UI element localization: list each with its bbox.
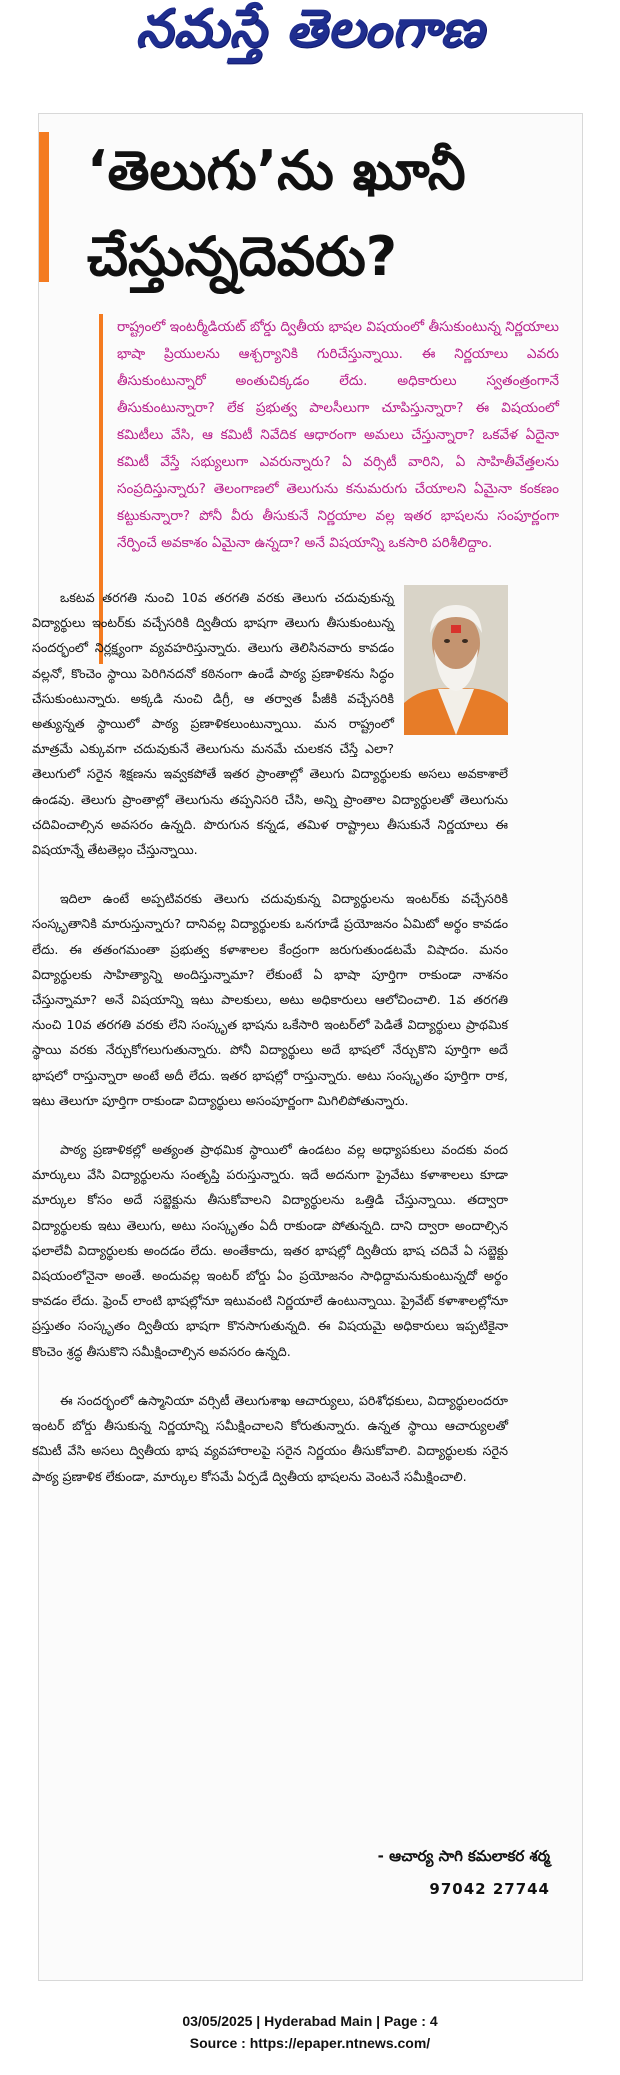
newspaper-logo: నమస్తే తెలంగాణ	[135, 0, 485, 59]
body-paragraph: ఇదిలా ఉంటే అప్పటివరకు తెలుగు చదువుకున్న విద్యార్థులను ఇంటర్‌కు వచ్చేసరికి సంస్కృతానికి మారుస్తున్నారు? దానివల్ల విద్యార్థులకు ఒనగూడే ప్రయోజనం ఏమిటో అర్థం కావడం లేదు. ఈ తతంగమంతా ప్రభుత్వ కళాశాలల కేంద్రంగా జరుగుతుండటమే విషాదం. మనం విద్యార్థులకు సాహిత్యాన్ని అందిస్తున్నామా? లేకుంటే ఏ భాషా పూర్తిగా రాకుండా నాశనం చేస్తున్నామా? అనే విషయాన్ని ఇటు పాలకులు, అటు అధికారులు ఆలోచించాలి. 1వ తరగతి నుంచి 10వ తరగతి వరకు లేని సంస్కృత భాషను ఒకేసారి ఇంటర్‌లో పెడితే విద్యార్థులు ప్రాథమిక స్థాయి వరకు నేర్చుకోగలుగుతున్నారు. పోనీ విద్యార్థులు అదే భాషలో నేర్చుకొని పూర్తిగా అదే భాషలో రాస్తున్నారా అంటే అదీ లేదు. ఇతర భాషల్లో రాస్తున్నారు. అటు సంస్కృతం పూర్తిగా రాక, ఇటు తెలుగూ పూర్తిగా రాకుండా విద్యార్థులు అసంపూర్ణంగా మిగిలిపోతున్నారు.	[32, 891, 508, 1108]
page-footer	[0, 2010, 620, 2054]
article-headline	[87, 128, 577, 300]
author-photo	[404, 585, 508, 735]
headline-line-1: ‘తెలుగు’ను ఖూనీ	[87, 139, 466, 202]
author-portrait-icon	[404, 585, 508, 735]
body-paragraph: ఈ సందర్భంలో ఉస్మానియా వర్సిటీ తెలుగుశాఖ ఆచార్యులు, పరిశోధకులు, విద్యార్థులందరూ ఇంటర్ బోర్డు తీసుకున్న నిర్ణయాన్ని సమీక్షించాలని కోరుతున్నారు. ఉన్నత స్థాయి ఆచార్యులతో కమిటీ వేసి అసలు ద్వితీయ భాష వ్యవహారాలపై సరైన నిర్ణయం తీసుకోవాలి. విద్యార్థులకు సరైన పాఠ్య ప్రణాళిక లేకుండా, మార్కుల కోసమే ఏర్పడే ద్వితీయ భాషలను వెంటనే సమీక్షించాలి.	[32, 1392, 508, 1484]
headline-line-2: చేస్తున్నదెవరు?	[87, 225, 398, 288]
headline-accent-bar	[39, 132, 49, 282]
author-phone: 97042 27744	[429, 1880, 550, 1898]
article-body	[32, 585, 508, 1513]
source-link[interactable]: Source : https://epaper.ntnews.com/	[189, 2035, 431, 2051]
body-paragraph: పాఠ్య ప్రణాళికల్లో అత్యంత ప్రాథమిక స్థాయిలో ఉండటం వల్ల అధ్యాపకులు వందకు వంద మార్కులు వేసి విద్యార్థులను సంతృప్తి పరుస్తున్నారు. ఇదే అదనుగా ప్రైవేటు కళాశాలలు కూడా మార్కుల కోసం అదే సబ్జెక్టును తీసుకోవాలని విద్యార్థులను ఒత్తిడి చేస్తున్నాయి. తద్వారా విద్యార్థులకు ఇటు తెలుగు, అటు సంస్కృతం ఏదీ రాకుండా పోతున్నది. దాని ద్వారా అందాల్సిన ఫలాలేవీ విద్యార్థులకు అందడం లేదు. అంతేకాదు, ఇతర భాషల్లో ద్వితీయ భాష చదివే ఏ సబ్జెక్టు విషయంలోనైనా అంతే. అందువల్ల ఇంటర్ బోర్డు ఏం ప్రయోజనం సాధిద్దామనుకుంటున్నదో అర్థం కావడం లేదు. ఫ్రెంచ్ లాంటి భాషల్లోనూ ఇటువంటి నిర్ణయాలే ఉంటున్నాయి. ప్రైవేట్ కళాశాలల్లోనూ ప్రస్తుతం సంస్కృతం ద్వితీయ భాషగా కొనసాగుతున్నది. ఈ విషయమై అధికారులు ఇప్పటికైనా కొంచెం శ్రద్ధ తీసుకొని సమీక్షించాల్సిన అవసరం ఉన్నది.	[32, 1142, 508, 1359]
author-name: - ఆచార్య సాగి కమలాకర శర్మ	[377, 1847, 550, 1865]
article-intro: రాష్ట్రంలో ఇంటర్మీడియట్ బోర్డు ద్వితీయ భాషల విషయంలో తీసుకుంటున్న నిర్ణయాలు భాషా ప్రియులను ఆశ్చర్యానికి గురిచేస్తున్నాయి. ఈ నిర్ణయాలు ఎవరు తీసుకుంటున్నారో అంతుచిక్కడం లేదు. అధికారులు స్వతంత్రంగానే తీసుకుంటున్నారా? లేక ప్రభుత్వ పాలసీలుగా చూపిస్తున్నారా? ఈ విషయంలో కమిటీలు వేసి, ఆ కమిటీ నివేదిక ఆధారంగా అమలు చేస్తున్నారా? ఒకవేళ ఏదైనా కమిటీ వేస్తే సభ్యులుగా ఎవరున్నారు? ఏ వర్సిటీ వారిని, ఏ సాహితీవేత్తలను సంప్రదిస్తున్నారు? తెలంగాణలో తెలుగును కనుమరుగు చేయాలని ఏమైనా కంకణం కట్టుకున్నారా? పోనీ వీరు తీసుకునే నిర్ణయాల వల్ల ఇతర భాషలను సంపూర్ణంగా నేర్పించే అవకాశం ఏమైనా ఉన్నదా? అనే విషయాన్ని ఒకసారి పరిశీలిద్దాం.	[99, 314, 559, 664]
body-paragraph: ఒకటవ తరగతి నుంచి 10వ తరగతి వరకు తెలుగు చదువుకున్న విద్యార్థులు ఇంటర్‌కు వచ్చేసరికి ద్వితీయ భాషగా తెలుగు తీసుకుంటున్న సందర్భంలో నిర్లక్ష్యంగా వ్యవహరిస్తున్నారు. తెలుగు తెలిసినవారు కావడం వల్లనో, కొంచెం స్థాయి పెరిగినదనో కఠినంగా ఉండే పాఠ్య ప్రణాళికను సిద్ధం చేసుకుంటున్నారు. అక్కడి నుంచి డిగ్రీ, ఆ తర్వాత పీజీకి వచ్చేసరికి అత్యున్నత స్థాయిలో పాఠ్య ప్రణాళికలుంటున్నాయి. మన రాష్ట్రంలో మాత్రమే ఎక్కువగా చదువుకునే తెలుగును మనమే చులకన చేస్తే ఎలా? తెలుగులో సరైన శిక్షణను ఇవ్వకపోతే ఇతర ప్రాంతాల్లో తెలుగు విద్యార్థులకు అసలు అవకాశాలే ఉండవు. తెలుగు ప్రాంతాల్లో తెలుగును తప్పనిసరి చేసి, అన్ని ప్రాంతాల విద్యార్థులతో తెలుగును చదివించాల్సిన అవసరం ఉన్నది. పొరుగున కన్నడ, తమిళ రాష్ట్రాలు తీసుకునే నిర్ణయాలు ఈ విషయాన్నే తేటతెల్లం చేస్తున్నాయి.	[32, 590, 508, 858]
masthead	[0, 0, 620, 70]
edition-info: 03/05/2025 | Hyderabad Main | Page : 4	[182, 2013, 438, 2029]
